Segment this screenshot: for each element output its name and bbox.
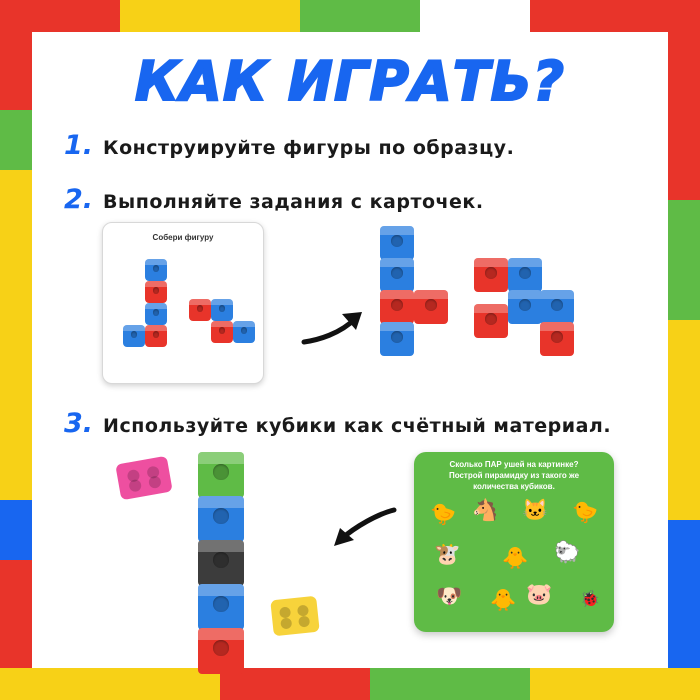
animal-card-text	[422, 460, 606, 492]
card-cube-blue-5	[233, 321, 255, 343]
card-cube-red-3	[189, 299, 211, 321]
animal-card-line1c: ушей на картинке?	[501, 460, 579, 469]
step-2-number: 2.	[64, 184, 94, 215]
animal-donkey: 🐴	[472, 499, 499, 522]
card-cube-red-4	[211, 321, 233, 343]
frame-block-right-red	[668, 0, 700, 200]
frame-block-bottom-yellow2	[530, 668, 700, 700]
frame-block-bottom-yellow	[0, 668, 220, 700]
figure-cube-red-a	[380, 290, 414, 324]
animal-card	[414, 452, 614, 632]
task-card	[102, 222, 264, 384]
card-cube-blue-1	[145, 259, 167, 281]
frame-block-right-green	[668, 200, 700, 320]
step-3-text: Используйте кубики как счётный материал.	[103, 415, 612, 437]
card-cube-blue-2	[145, 303, 167, 325]
animal-card-line2: Построй пирамидку из такого же	[448, 470, 580, 480]
tower-cube-blue-1	[198, 496, 244, 542]
animal-card-line1b: ПАР	[484, 460, 502, 469]
animal-chick-4: 🐥	[490, 589, 517, 612]
frame-block-top-green	[300, 0, 420, 32]
animal-chick-2: 🐤	[572, 501, 599, 524]
figure-cube-blue-c	[380, 322, 414, 356]
frame-block-left-yellow	[0, 170, 32, 500]
card-cube-red-1	[145, 281, 167, 303]
step-2	[64, 184, 484, 215]
card-cube-blue-3	[123, 325, 145, 347]
tower-cube-red	[198, 628, 244, 674]
animal-card-line1a: Сколько	[449, 460, 485, 469]
card-cube-red-2	[145, 325, 167, 347]
animal-chick-3: 🐥	[502, 547, 529, 570]
frame-block-left-blue	[0, 500, 32, 560]
animal-ladybug: 🐞	[580, 591, 600, 608]
step-3	[64, 408, 611, 439]
animal-chick-1: 🐤	[430, 503, 457, 526]
figure2-cube-blue-c	[540, 290, 574, 324]
step-1-text: Конструируйте фигуры по образцу.	[103, 137, 515, 159]
figure2-cube-blue-b	[508, 290, 542, 324]
tower-cube-dark	[198, 540, 244, 586]
step-1-number: 1.	[64, 130, 94, 161]
animal-cat: 🐱	[522, 499, 549, 522]
frame-block-left-green	[0, 110, 32, 170]
frame-block-bottom-green	[370, 668, 530, 700]
tower-cube-blue-2	[198, 584, 244, 630]
page-title: КАК ИГРАТЬ?	[134, 50, 566, 113]
step-1	[64, 130, 514, 161]
frame-block-right-yellow	[668, 320, 700, 520]
figure2-cube-blue-a	[508, 258, 542, 292]
tower-cube-green	[198, 452, 244, 498]
arrow-right-icon	[300, 300, 372, 353]
figure2-cube-red-a	[474, 258, 508, 292]
figure2-cube-red-c	[540, 322, 574, 356]
figure2-cube-red-b	[474, 304, 508, 338]
frame-block-top-white	[420, 0, 530, 32]
task-card-title: Собери фигуру	[152, 233, 214, 242]
figure-cube-blue-a	[380, 226, 414, 260]
frame-block-left-red	[0, 0, 32, 110]
animal-sheep: 🐑	[554, 541, 581, 564]
frame-block-top-yellow	[120, 0, 300, 32]
step-3-number: 3.	[64, 408, 94, 439]
animal-dog: 🐶	[436, 585, 463, 608]
figure-cube-red-b	[414, 290, 448, 324]
yellow-plate	[270, 596, 320, 637]
step-2-text: Выполняйте задания с карточек.	[103, 191, 484, 213]
pink-plate	[115, 456, 172, 500]
animal-card-line3: количества кубиков.	[473, 481, 555, 491]
poster-content	[32, 32, 668, 668]
animal-pig: 🐷	[526, 583, 553, 606]
arrow-left-icon	[320, 504, 400, 557]
animal-cow: 🐮	[434, 543, 461, 566]
figure-cube-blue-b	[380, 258, 414, 292]
card-cube-blue-4	[211, 299, 233, 321]
